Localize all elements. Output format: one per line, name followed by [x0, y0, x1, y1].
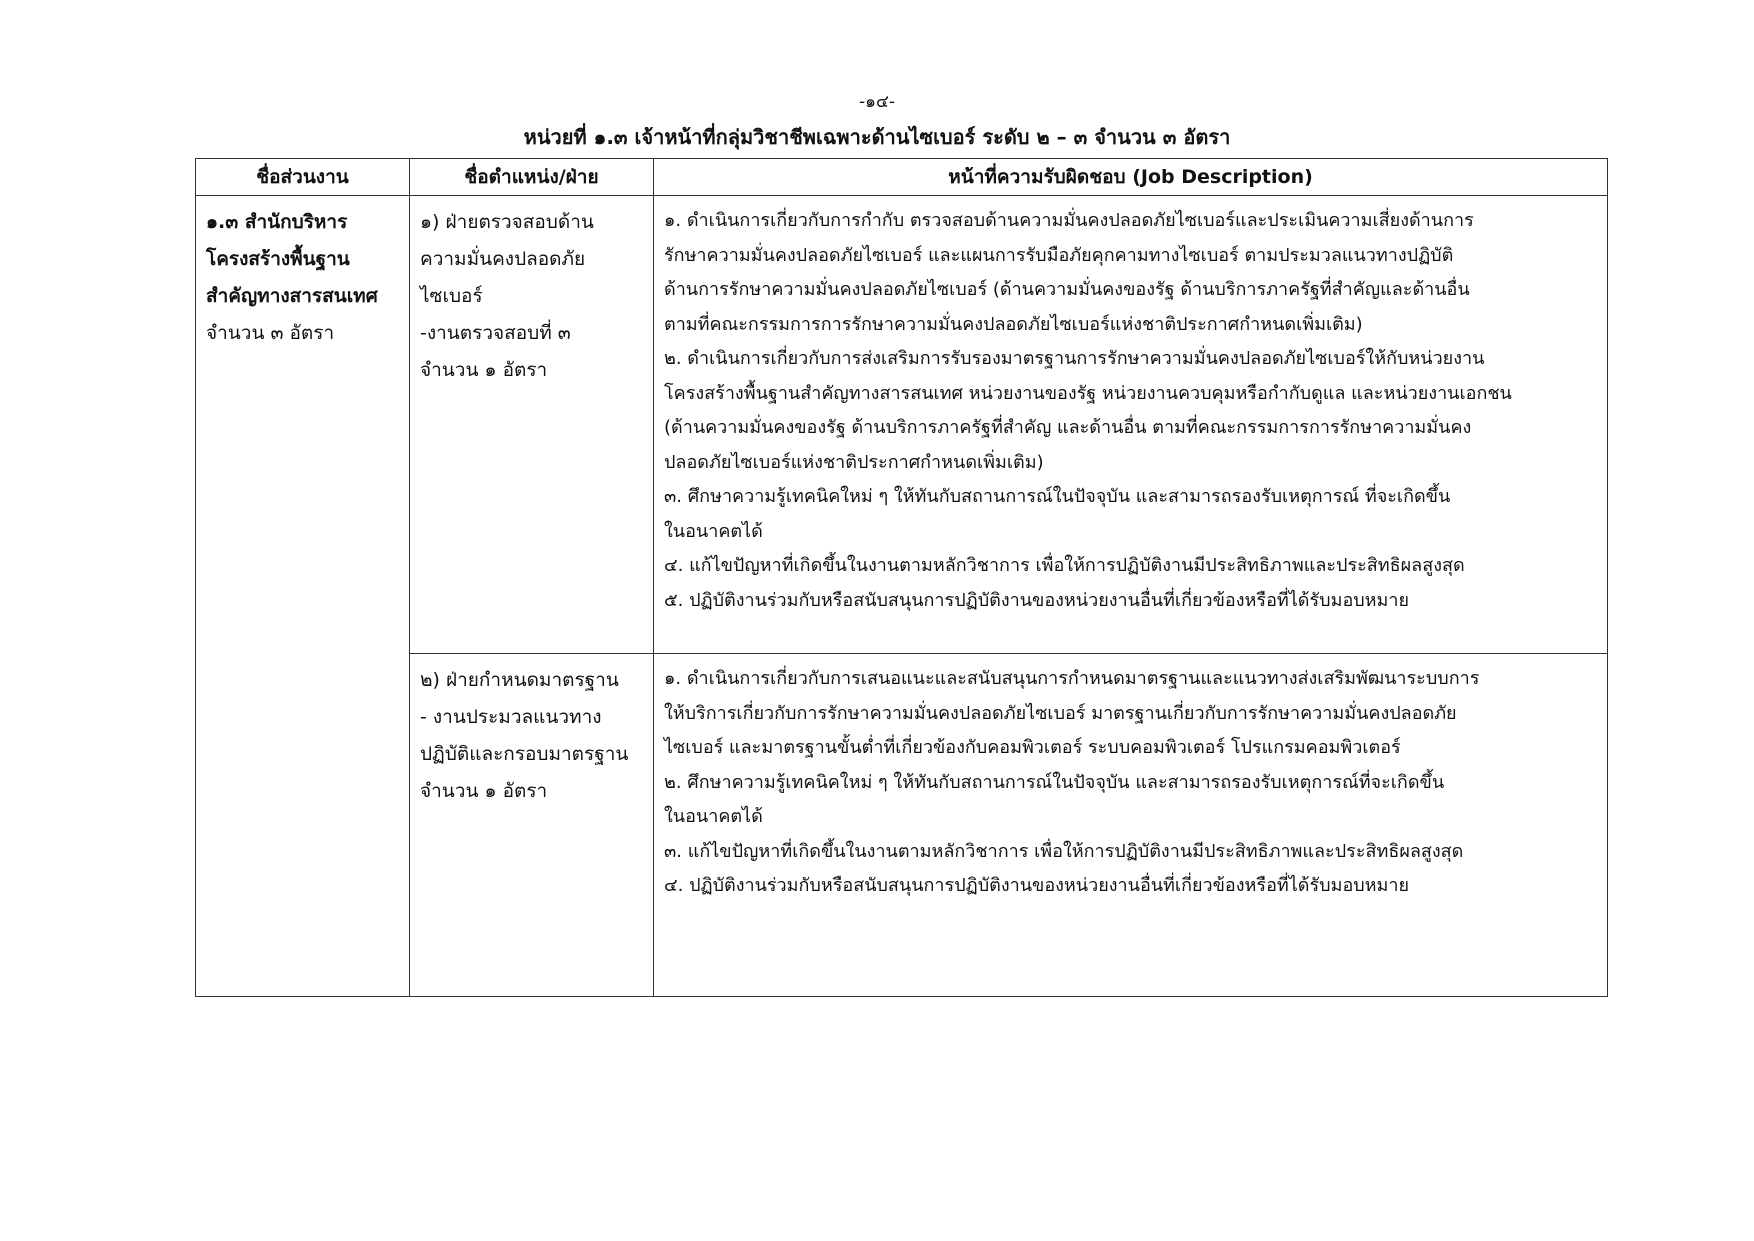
- duty-line: ไซเบอร์ และมาตรฐานขั้นต่ำที่เกี่ยวข้องกับคอมพิวเตอร์ ระบบคอมพิวเตอร์ โปรแกรมคอมพิวเตอร์: [664, 737, 1401, 758]
- page-number: -๑๔-: [859, 92, 895, 112]
- duty-line: ๔. แก้ไขปัญหาที่เกิดขึ้นในงานตามหลักวิชาการ เพื่อให้การปฏิบัติงานมีประสิทธิภาพและประสิทธิผลสูงสุด: [664, 555, 1465, 576]
- document-title: หน่วยที่ ๑.๓ เจ้าหน้าที่กลุ่มวิชาชีพเฉพาะด้านไซเบอร์ ระดับ ๒ – ๓ จำนวน ๓ อัตรา: [523, 125, 1231, 149]
- position-line: ปฏิบัติและกรอบมาตรฐาน: [420, 743, 629, 765]
- position-line: ๑) ฝ่ายตรวจสอบด้าน: [420, 211, 594, 233]
- duty-line: ๑. ดำเนินการเกี่ยวกับการเสนอแนะและสนับสนุนการกำหนดมาตรฐานและแนวทางส่งเสริมพัฒนาระบบการ: [664, 668, 1480, 689]
- duty-line: โครงสร้างพื้นฐานสำคัญทางสารสนเทศ หน่วยงานของรัฐ หน่วยงานควบคุมหรือกำกับดูแล และหน่วยงานเอกชน: [664, 382, 1512, 404]
- duty-line: รักษาความมั่นคงปลอดภัยไซเบอร์ และแผนการรับมือภัยคุกคามทางไซเบอร์ ตามประมวลแนวทางปฏิบัติ: [664, 244, 1454, 266]
- duty-line: ๕. ปฏิบัติงานร่วมกับหรือสนับสนุนการปฏิบัติงานของหน่วยงานอื่นที่เกี่ยวข้องหรือที่ได้รับมอบหมาย: [664, 589, 1410, 611]
- unit-name-line: สำคัญทางสารสนเทศ: [206, 285, 378, 307]
- duty-cell: [654, 654, 1608, 997]
- unit-name-line: ๑.๓ สำนักบริหาร: [206, 211, 348, 233]
- position-cell: [410, 196, 654, 654]
- unit-cell: [196, 196, 410, 997]
- position-line: -งานตรวจสอบที่ ๓: [420, 322, 571, 344]
- duty-line: ๓. แก้ไขปัญหาที่เกิดขึ้นในงานตามหลักวิชาการ เพื่อให้การปฏิบัติงานมีประสิทธิภาพและประสิทธิผลสูงสุด: [664, 840, 1464, 862]
- duty-line: ๔. ปฏิบัติงานร่วมกับหรือสนับสนุนการปฏิบัติงานของหน่วยงานอื่นที่เกี่ยวข้องหรือที่ได้รับมอบหมาย: [664, 875, 1410, 896]
- duty-line: ๓. ศึกษาความรู้เทคนิคใหม่ ๆ ให้ทันกับสถานการณ์ในปัจจุบัน และสามารถรองรับเหตุการณ์ ที่จะเกิดขึ้น: [664, 486, 1451, 507]
- duty-cell: [654, 196, 1608, 654]
- job-description-table: [195, 158, 1608, 997]
- position-line: ความมั่นคงปลอดภัย: [420, 248, 586, 270]
- duty-line: ในอนาคตได้: [664, 806, 763, 827]
- duty-line: ปลอดภัยไซเบอร์แห่งชาติประกาศกำหนดเพิ่มเติม): [664, 451, 1044, 473]
- position-line: จำนวน ๑ อัตรา: [420, 780, 548, 802]
- position-line: - งานประมวลแนวทาง: [420, 706, 602, 728]
- table-row: [196, 196, 1608, 654]
- position-line: ๒) ฝ่ายกำหนดมาตรฐาน: [420, 669, 619, 691]
- duty-line: ในอนาคตได้: [664, 520, 763, 542]
- duty-line: ๑. ดำเนินการเกี่ยวกับการกำกับ ตรวจสอบด้านความมั่นคงปลอดภัยไซเบอร์และประเมินความเสี่ยงด้านการ: [664, 210, 1474, 231]
- duty-line: ตามที่คณะกรรมการการรักษาความมั่นคงปลอดภัยไซเบอร์แห่งชาติประกาศกำหนดเพิ่มเติม): [664, 313, 1363, 335]
- unit-count: จำนวน ๓ อัตรา: [206, 322, 335, 344]
- position-line: จำนวน ๑ อัตรา: [420, 359, 548, 381]
- header-job-description: หน้าที่ความรับผิดชอบ (Job Description): [654, 159, 1608, 196]
- duty-line: ให้บริการเกี่ยวกับการรักษาความมั่นคงปลอดภัยไซเบอร์ มาตรฐานเกี่ยวกับการรักษาความมั่นคงปลอดภัย: [664, 702, 1457, 724]
- duty-line: (ด้านความมั่นคงของรัฐ ด้านบริการภาครัฐที่สำคัญ และด้านอื่น ตามที่คณะกรรมการการรักษาความมั่นคง: [664, 417, 1472, 438]
- header-position: ชื่อตำแหน่ง/ฝ่าย: [410, 159, 654, 196]
- duty-line: ๒. ศึกษาความรู้เทคนิคใหม่ ๆ ให้ทันกับสถานการณ์ในปัจจุบัน และสามารถรองรับเหตุการณ์ที่จะเกิดขึ้น: [664, 771, 1445, 793]
- duty-line: ด้านการรักษาความมั่นคงปลอดภัยไซเบอร์ (ด้านความมั่นคงของรัฐ ด้านบริการภาครัฐที่สำคัญและด้านอื่น: [664, 279, 1470, 300]
- unit-name-line: โครงสร้างพื้นฐาน: [206, 248, 350, 270]
- table-header-row: [196, 159, 1608, 196]
- duty-line: ๒. ดำเนินการเกี่ยวกับการส่งเสริมการรับรองมาตรฐานการรักษาความมั่นคงปลอดภัยไซเบอร์ให้กับหน่วยงาน: [664, 348, 1485, 369]
- position-line: ไซเบอร์: [420, 285, 483, 307]
- header-unit-name: ชื่อส่วนงาน: [196, 159, 410, 196]
- position-cell: [410, 654, 654, 997]
